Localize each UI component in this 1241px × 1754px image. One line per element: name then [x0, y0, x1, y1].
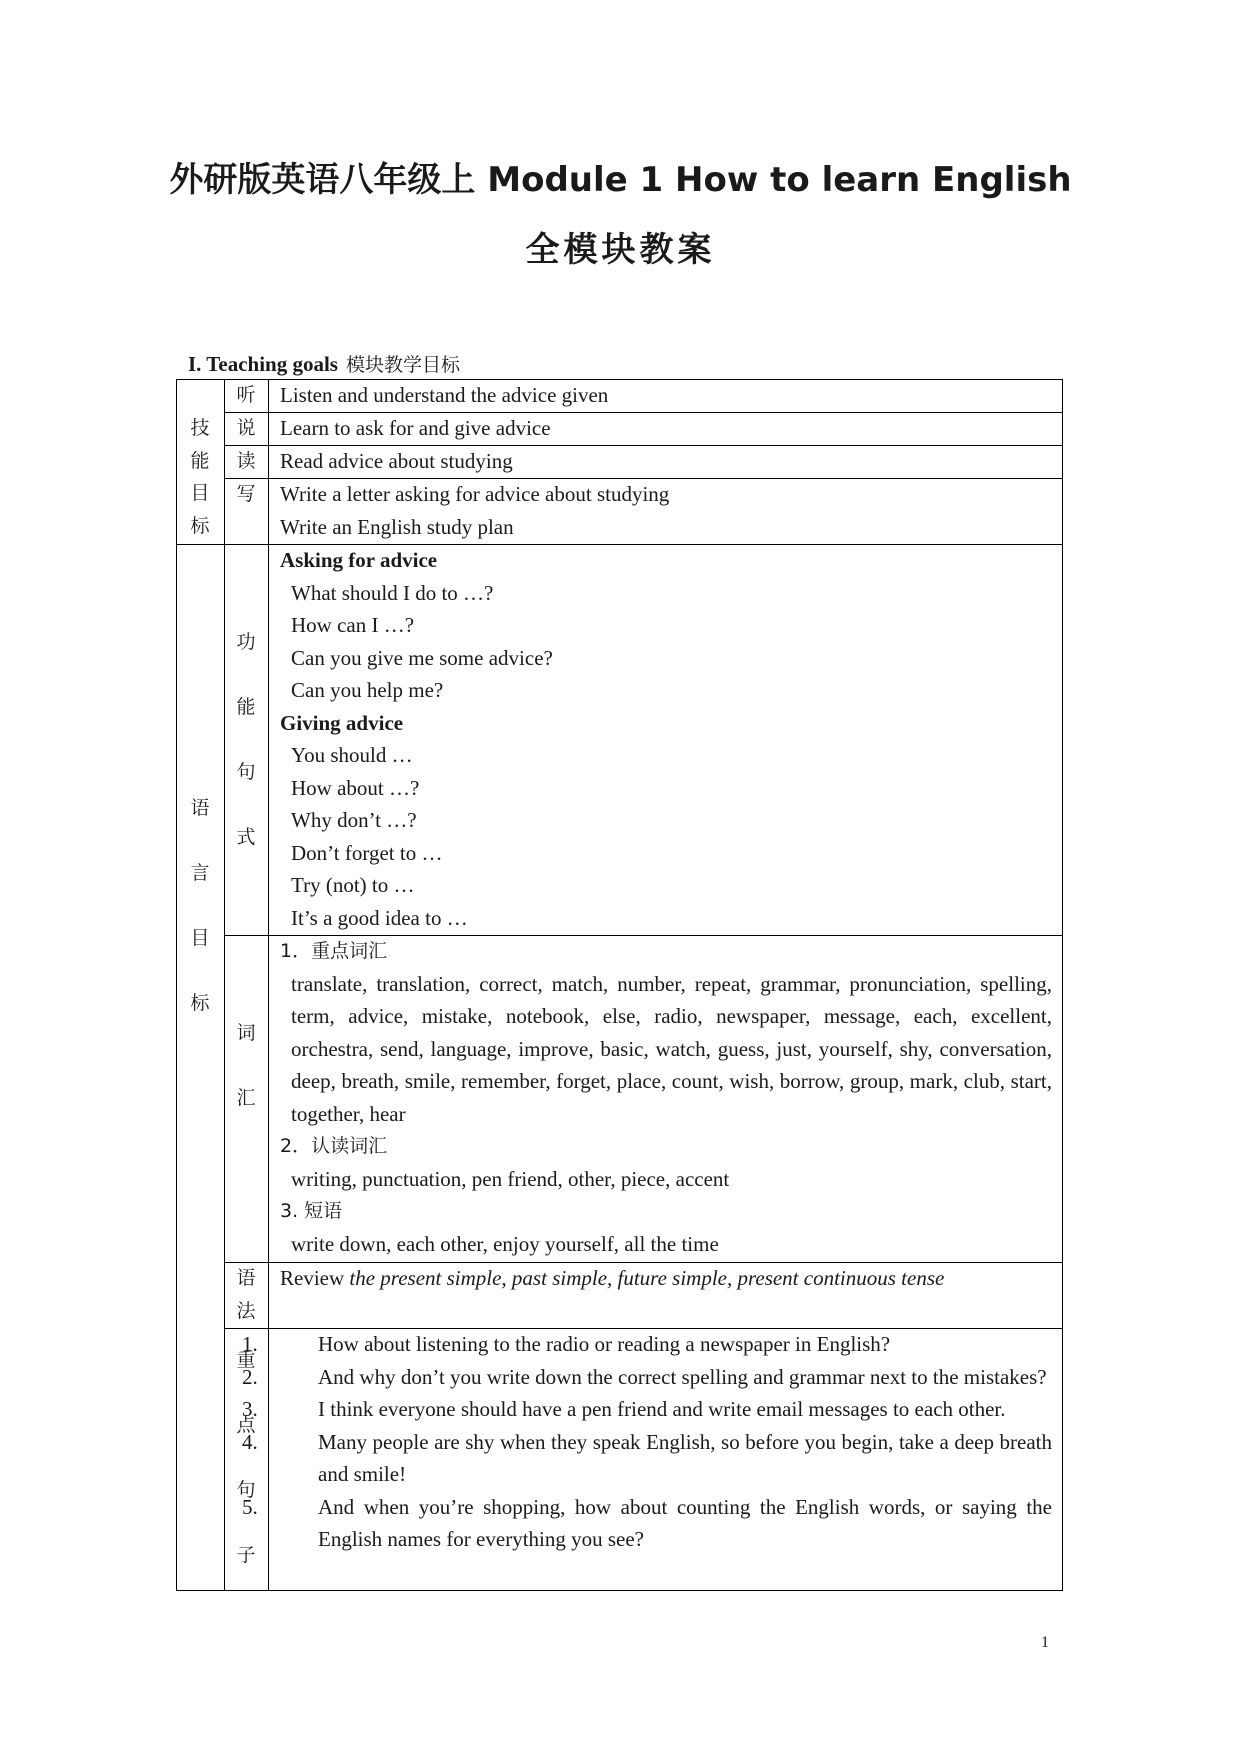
key-sentences-label: 重 点 句 子	[236, 1349, 256, 1566]
key-words-heading: 1．重点词汇	[280, 940, 388, 962]
key-sentence: 2. And why don’t you write down the correct spelling and grammar next to the mistakes?	[242, 1364, 1047, 1389]
giving-phrase: Why don’t …?	[291, 808, 417, 832]
asking-phrase: Can you give me some advice?	[291, 645, 553, 670]
key-words: translate, translation, correct, match, number, repeat, grammar, pronunciation, spelling, term, advice, mistake, notebook, else, radio, newspaper, message, each, excellent, orchestra, send, language, improve, basic, watch, guess, just, yourself, shy, conversation, deep, breath, smile, remember, forget, place, count, wish, borrow, group, mark, club, start, together, hear	[291, 971, 1052, 1126]
skill-text-speaking: Learn to ask for and give advice	[280, 416, 551, 440]
grammar-content	[280, 1262, 944, 1295]
giving-phrase: Don’t forget to …	[291, 840, 443, 865]
recognition-words: writing, punctuation, pen friend, other, piece, accent	[291, 1166, 730, 1191]
key-sentence: 5. And when you’re shopping, how about counting the English words, or saying the English names for everything you see?	[242, 1494, 1052, 1551]
key-sentence: 4. Many people are shy when they speak English, so before you begin, take a deep breath and smile!	[242, 1429, 1052, 1486]
skill-label-listening: 听	[236, 384, 256, 406]
asking-phrase: Can you help me?	[291, 678, 444, 702]
section-heading-en: I. Teaching goals	[188, 352, 338, 376]
skill-text-writing: Write a letter asking for advice about studying Write an English study plan	[280, 482, 670, 539]
section-heading	[188, 350, 460, 377]
giving-phrase: Try (not) to …	[291, 873, 415, 897]
phrases-heading: 3. 短语	[280, 1200, 343, 1222]
key-sentence: 1. How about listening to the radio or reading a newspaper in English?	[242, 1332, 891, 1356]
giving-phrase: It’s a good idea to …	[291, 905, 468, 930]
giving-heading: Giving advice	[280, 710, 404, 735]
language-category-label: 语 言 目 标	[190, 797, 210, 1014]
vocabulary-content	[280, 935, 1052, 1260]
functions-content	[280, 544, 1050, 934]
skill-text-listening: Listen and understand the advice given	[280, 383, 609, 407]
giving-phrase: You should …	[291, 743, 413, 767]
vocabulary-label: 词 汇	[236, 1022, 256, 1109]
phrases: write down, each other, enjoy yourself, all the time	[291, 1231, 719, 1256]
key-sentence: 3. I think everyone should have a pen friend and write email messages to each other.	[242, 1397, 1006, 1421]
asking-phrase: How can I …?	[291, 613, 415, 637]
section-heading-cn: 模块教学目标	[345, 354, 460, 376]
grammar-review-text: the present simple, past simple, future simple, present continuous tense	[349, 1266, 945, 1290]
document-subtitle: 全模块教案	[525, 230, 716, 270]
functions-label: 功 能 句 式	[236, 631, 256, 848]
document-title: 外研版英语八年级上 Module 1 How to learn English	[169, 160, 1072, 200]
skill-label-reading: 读	[236, 450, 256, 472]
grammar-label: 语 法	[236, 1267, 256, 1322]
skill-text-reading: Read advice about studying	[280, 449, 513, 473]
grammar-review-word: Review	[280, 1266, 345, 1290]
giving-phrase: How about …?	[291, 775, 420, 800]
skill-label-speaking: 说	[236, 417, 256, 439]
asking-phrase: What should I do to …?	[291, 580, 494, 605]
column-divider	[268, 379, 269, 1591]
asking-heading: Asking for advice	[280, 548, 438, 572]
page-number: 1	[1041, 1634, 1049, 1651]
skill-label-writing: 写	[236, 483, 256, 505]
skills-category-label: 技 能 目 标	[190, 417, 210, 537]
recognition-words-heading: 2．认读词汇	[280, 1135, 388, 1157]
